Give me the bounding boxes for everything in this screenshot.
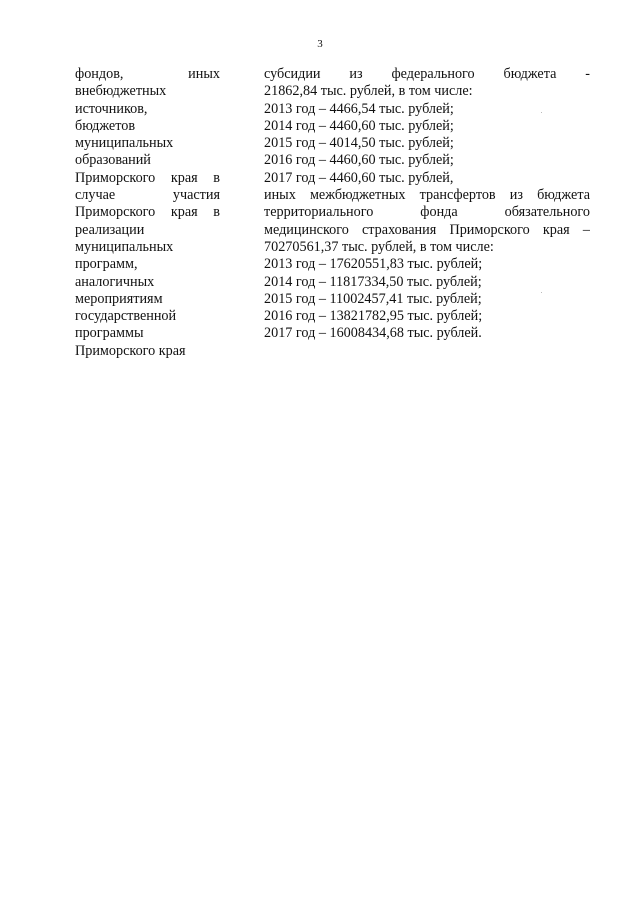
right-line-14: 2015 год – 11002457,41 тыс. рублей;: [264, 290, 482, 307]
right-line-4: 2014 год – 4460,60 тыс. рублей;: [264, 117, 454, 134]
right-line-16: 2017 год – 16008434,68 тыс. рублей.: [264, 325, 482, 342]
left-line-10: реализации: [75, 221, 145, 238]
left-line-11: муниципальных: [75, 238, 174, 255]
left-line-2: внебюджетных: [75, 83, 167, 100]
left-line-7: Приморского края в: [75, 169, 220, 186]
right-line-7: 2017 год – 4460,60 тыс. рублей,: [264, 169, 454, 186]
scan-speck: [541, 112, 542, 113]
left-line-9: Приморского края в: [75, 204, 220, 221]
left-line-14: мероприятиям: [75, 290, 163, 307]
page-number: 3: [317, 38, 323, 50]
left-line-15: государственной: [75, 308, 177, 325]
funding-sources-label-column: [75, 66, 220, 360]
left-line-8: случае участия: [75, 187, 220, 204]
left-line-1: фондов, иных: [75, 66, 220, 82]
left-line-13: аналогичных: [75, 273, 155, 290]
right-line-1: субсидии из федерального бюджета -: [264, 66, 590, 82]
left-line-3: источников,: [75, 100, 148, 117]
right-line-11: 70270561,37 тыс. рублей, в том числе:: [264, 238, 494, 255]
left-line-5: муниципальных: [75, 135, 174, 152]
left-line-4: бюджетов: [75, 117, 136, 134]
right-line-3: 2013 год – 4466,54 тыс. рублей;: [264, 100, 454, 117]
right-line-8: иных межбюджетных трансфертов из бюджета: [264, 187, 590, 204]
left-line-12: программ,: [75, 256, 138, 273]
right-line-6: 2016 год – 4460,60 тыс. рублей;: [264, 152, 454, 169]
right-line-15: 2016 год – 13821782,95 тыс. рублей;: [264, 308, 483, 325]
funding-amounts-column: [264, 66, 590, 343]
right-line-5: 2015 год – 4014,50 тыс. рублей;: [264, 135, 454, 152]
right-line-12: 2013 год – 17620551,83 тыс. рублей;: [264, 256, 483, 273]
right-line-2: 21862,84 тыс. рублей, в том числе:: [264, 83, 473, 100]
scan-speck: [541, 292, 542, 293]
right-line-10: медицинского страхования Приморского края –: [264, 221, 590, 238]
left-line-16: программы: [75, 325, 144, 342]
right-line-13: 2014 год – 11817334,50 тыс. рублей;: [264, 273, 482, 290]
left-line-6: образований: [75, 152, 151, 169]
right-line-9: территориального фонда обязательного: [264, 204, 590, 221]
left-line-17: Приморского края: [75, 342, 186, 359]
